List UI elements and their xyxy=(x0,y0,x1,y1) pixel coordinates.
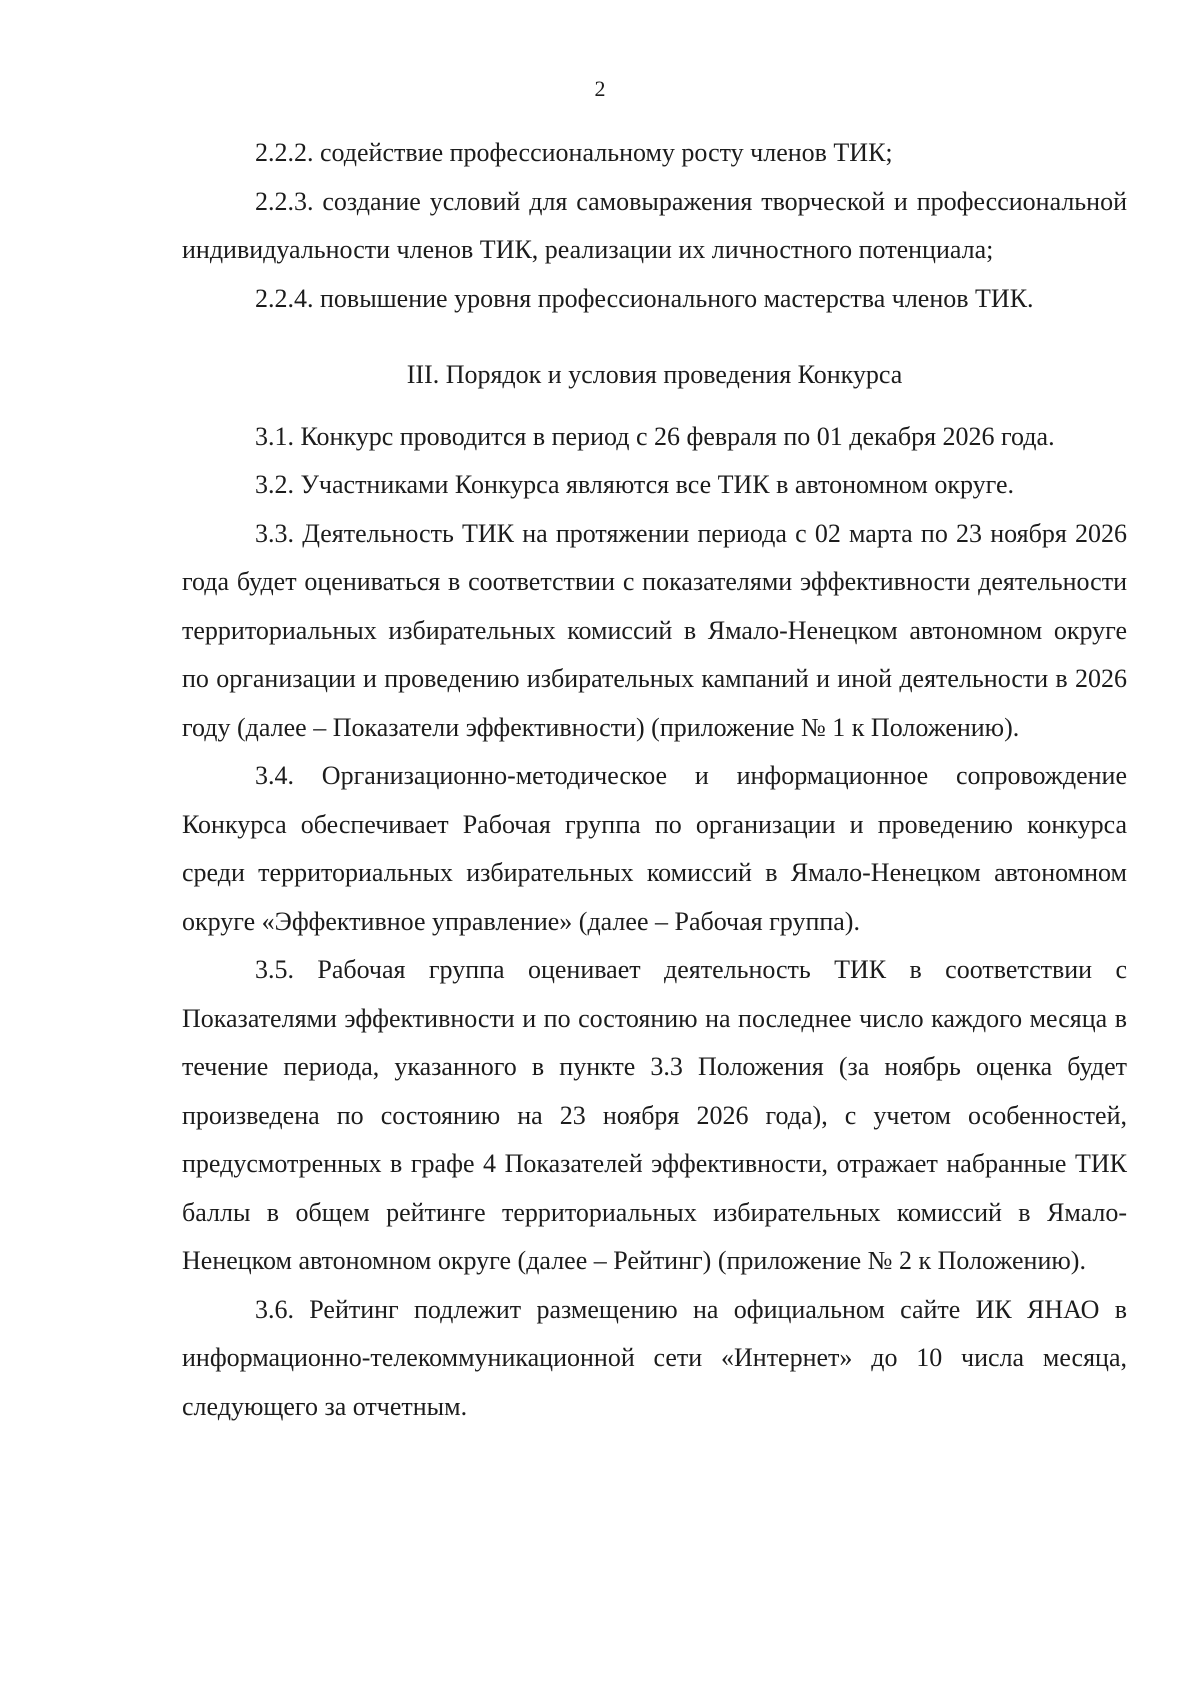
item-2-2-2: 2.2.2. содействие профессиональному росту членов ТИК; xyxy=(255,138,893,167)
item-2-2-3: 2.2.3. создание условий для самовыражения творческой и профессиональной индивидуальности членов ТИК, реализации их личностного потенциала; xyxy=(182,186,1127,264)
paragraph-3-5: 3.5. Рабочая группа оценивает деятельность ТИК в соответствии с Показателями эффективности и по состоянию на последнее число каждого месяца в течение периода, указанного в пункте 3.3 Положения (за ноябрь оценка будет произведена по состоянию на 23 ноября 2026 года), с учетом особенностей, предусмотренных в графе 4 Показателей эффективности, отражает набранные ТИК баллы в общем рейтинге территориальных избирательных комиссий в Ямало-Ненецком автономном округе (далее – Рейтинг) (приложение № 2 к Положению). xyxy=(182,955,1127,1275)
section-title: III. Порядок и условия проведения Конкурса xyxy=(406,360,903,389)
page-number: 2 xyxy=(594,76,606,101)
item-2-2-4: 2.2.4. повышение уровня профессионального мастерства членов ТИК. xyxy=(255,283,1034,313)
page-content xyxy=(182,129,1127,1431)
paragraph-3-1: 3.1. Конкурс проводится в период с 26 февраля по 01 декабря 2026 года. xyxy=(255,421,1055,451)
paragraph-3-3: 3.3. Деятельность ТИК на протяжении периода с 02 марта по 23 ноября 2026 года будет оцениваться в соответствии с показателями эффективности деятельности территориальных избирательных комиссий в Ямало-Ненецком автономном округе по организации и проведению избирательных кампаний и иной деятельности в 2026 году (далее – Показатели эффективности) (приложение № 1 к Положению). xyxy=(182,518,1127,742)
paragraph-3-4: 3.4. Организационно-методическое и информационное сопровождение Конкурса обеспечивает Рабочая группа по организации и проведению конкурса среди территориальных избирательных комиссий в Ямало-Ненецком автономном округе «Эффективное управление» (далее – Рабочая группа). xyxy=(182,761,1127,936)
paragraph-3-2: 3.2. Участниками Конкурса являются все ТИК в автономном округе. xyxy=(255,470,1014,499)
paragraph-3-6: 3.6. Рейтинг подлежит размещению на официальном сайте ИК ЯНАО в информационно-телекоммуникационной сети «Интернет» до 10 числа месяца, следующего за отчетным. xyxy=(182,1294,1127,1421)
